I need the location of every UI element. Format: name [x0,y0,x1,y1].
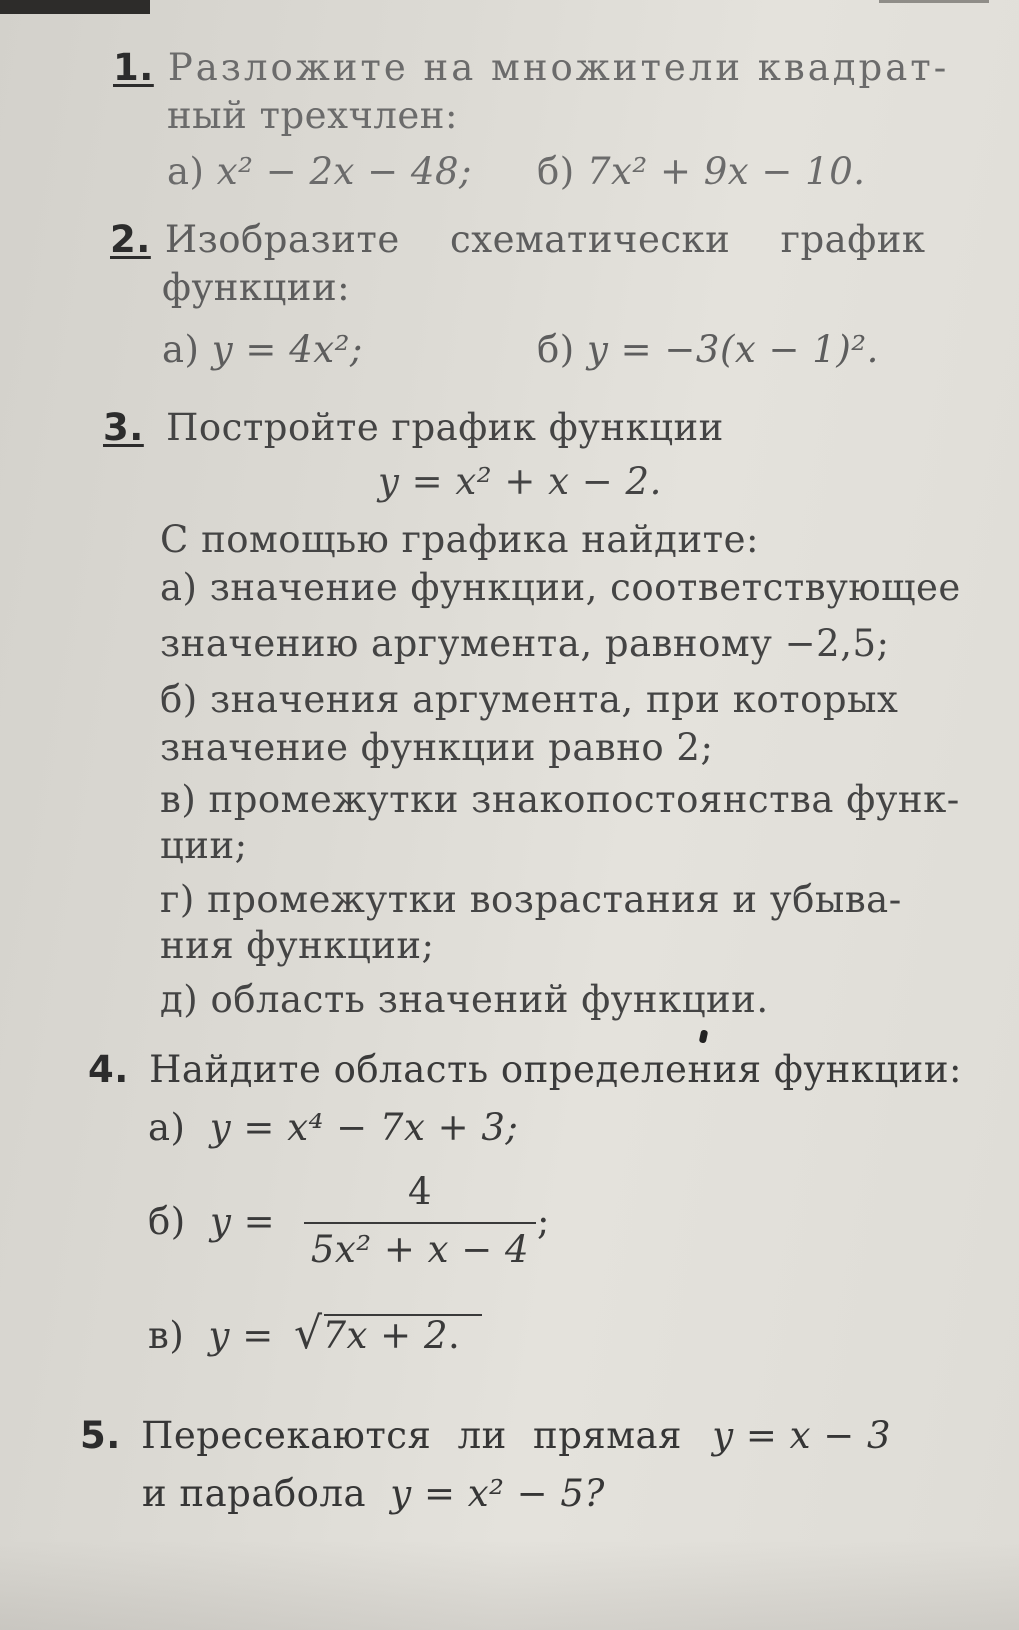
problem-1-a-label: а) [167,150,205,193]
problem-5-expr-1: y = x − 3 [712,1414,892,1457]
problem-1-number: 1. [113,46,154,89]
problem-4-b-tail: ; [537,1200,550,1243]
problem-4-number: 4. [88,1048,129,1091]
problem-5-line-2 [142,1470,605,1518]
problem-4-a-label: а) [148,1106,186,1149]
problem-3-item-line: значению аргумента, равному −2,5; [160,622,890,665]
problem-3-item-line: в) промежутки знакопостоянства функ- [160,778,960,821]
problem-1-line-1 [113,44,950,92]
problem-1-b-label: б) [537,150,575,193]
problem-3-item-line: ния функции; [160,924,435,967]
problem-4-line-1 [88,1046,962,1094]
radical-bar [324,1314,482,1316]
problem-2-a-expr: y = 4x²; [211,328,363,371]
problem-3-line-1 [103,404,724,452]
problem-4-b-label: б) [148,1200,186,1243]
problem-4-c [148,1310,460,1360]
problem-3-item-line: значение функции равно 2; [160,726,714,769]
problem-4-b-denominator: 5x² + x − 4 [310,1228,530,1271]
problem-1-line-2: ный трехчлен: [167,94,458,137]
problem-4-b-numerator: 4 [304,1168,536,1224]
ink-mark [699,1029,709,1043]
problem-3-text: Постройте график функции [166,406,724,449]
problem-1-text: Разложите на множители квадрат- [167,46,950,89]
problem-5-line-1 [80,1412,891,1460]
problem-1-a [167,148,472,196]
problem-4-b [148,1198,275,1246]
problem-3-item-line: б) значения аргумента, при которых [160,678,899,721]
problem-3-number: 3. [103,406,144,449]
problem-4-c-radicand: 7x + 2 [322,1314,448,1357]
problem-2-a-label: а) [162,328,200,371]
problem-4-c-tail: . [448,1314,461,1357]
problem-2-b-label: б) [537,328,575,371]
problem-2-line-1 [110,216,926,264]
radical-sign: √ [293,1308,323,1359]
problem-2-b-expr: y = −3(x − 1)². [586,328,879,371]
problem-5-text: Пересекаются ли прямая [141,1414,682,1457]
problem-1-b-expr: 7x² + 9x − 10. [586,150,866,193]
problem-3-item-line: а) значение функции, соответствующее [160,566,961,609]
problem-4-c-lhs: y = [208,1314,274,1357]
problem-3-intro: С помощью графика найдите: [160,518,759,561]
problem-4-text: Найдите область определения функции: [149,1048,962,1091]
problem-4-b-fraction [304,1168,536,1274]
problem-2-a [162,326,363,374]
problem-5-text-2: и парабола [142,1472,367,1515]
problem-5-number: 5. [80,1414,121,1457]
problem-2-number: 2. [110,218,151,261]
problem-4-a [148,1104,518,1152]
problem-4-a-expr: y = x⁴ − 7x + 3; [209,1106,519,1149]
problem-1-a-expr: x² − 2x − 48; [216,150,472,193]
problem-2-text: Изобразите схематически график [164,218,926,261]
problem-3-item-line: г) промежутки возрастания и убыва- [160,878,902,921]
problem-1-b [537,148,866,196]
problem-3-item-line: ции; [160,824,248,867]
problem-3-formula: y = x² + x − 2. [378,460,662,503]
problem-4-c-label: в) [148,1314,185,1357]
problem-2-line-2: функции: [162,266,351,309]
problem-5-expr-2: y = x² − 5? [390,1472,605,1515]
problem-2-b [537,326,879,374]
problem-4-b-lhs: y = [209,1200,276,1243]
problem-3-item-line: д) область значений функции. [160,978,769,1021]
